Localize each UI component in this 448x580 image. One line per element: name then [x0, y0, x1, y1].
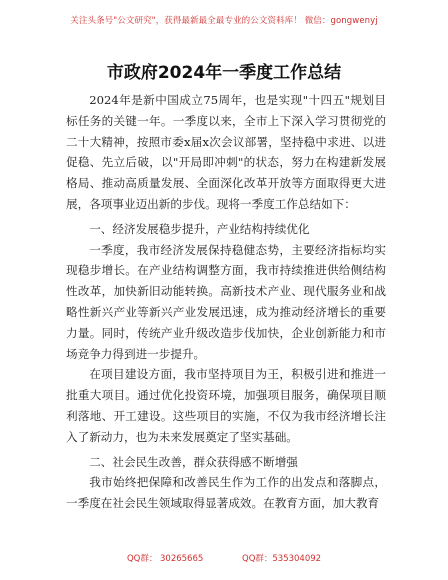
body-paragraph: 我市始终把保障和改善民生作为工作的出发点和落脚点，一季度在社会民生领域取得显著成效。在教育方面，加大教育: [66, 475, 386, 511]
qq-group-1: QQ群： 30265665: [126, 554, 204, 564]
body-paragraph: 在项目建设方面，我市坚持项目为王，积极引进和推进一批重大项目。通过优化投资环境，加强项目服务，确保项目顺利落地、开工建设。这些项目的实施，不仅为我市经济增长注入了新动力，也为未来发展奠定了坚实基础。: [66, 367, 386, 444]
document-body: [66, 90, 386, 514]
section-heading-2: 二、社会民生改善，群众获得感不断增强: [89, 454, 298, 469]
intro-paragraph: 2024年是新中国成立75周年，也是实现"十四五"规划目标任务的关键一年。一季度以来，全市上下深入学习贯彻党的二十大精神，按照市委x届x次会议部署，坚持稳中求进、以进促稳、先立后破，以"开局即冲刺"的状态，努力在构建新发展格局、推动高质量发展、全面深化改革开放等方面取得更大进展，各项事业迈出新的步伐。现将一季度工作总结如下：: [66, 93, 386, 211]
body-paragraph: 一季度，我市经济发展保持稳健态势，主要经济指标均实现稳步增长。在产业结构调整方面，我市持续推进供给侧结构性改革，加快新旧动能转换。高新技术产业、现代服务业和战略性新兴产业等新兴产业发展迅速，成为推动经济增长的重要力量。同时，传统产业升级改造步伐加快，企业创新能力和市场竞争力得到进一步提升。: [66, 242, 386, 361]
qq-group-2: QQ群：535304092: [242, 554, 322, 564]
page-title: 市政府2024年一季度工作总结: [106, 63, 342, 83]
section-heading-1: 一、经济发展稳步提升，产业结构持续优化: [89, 221, 310, 236]
promo-banner: 关注头条号"公文研究"，获得最新最全最专业的公文资料库！ 微信：gongwenyj: [70, 16, 378, 26]
footer-contact: [0, 552, 448, 564]
